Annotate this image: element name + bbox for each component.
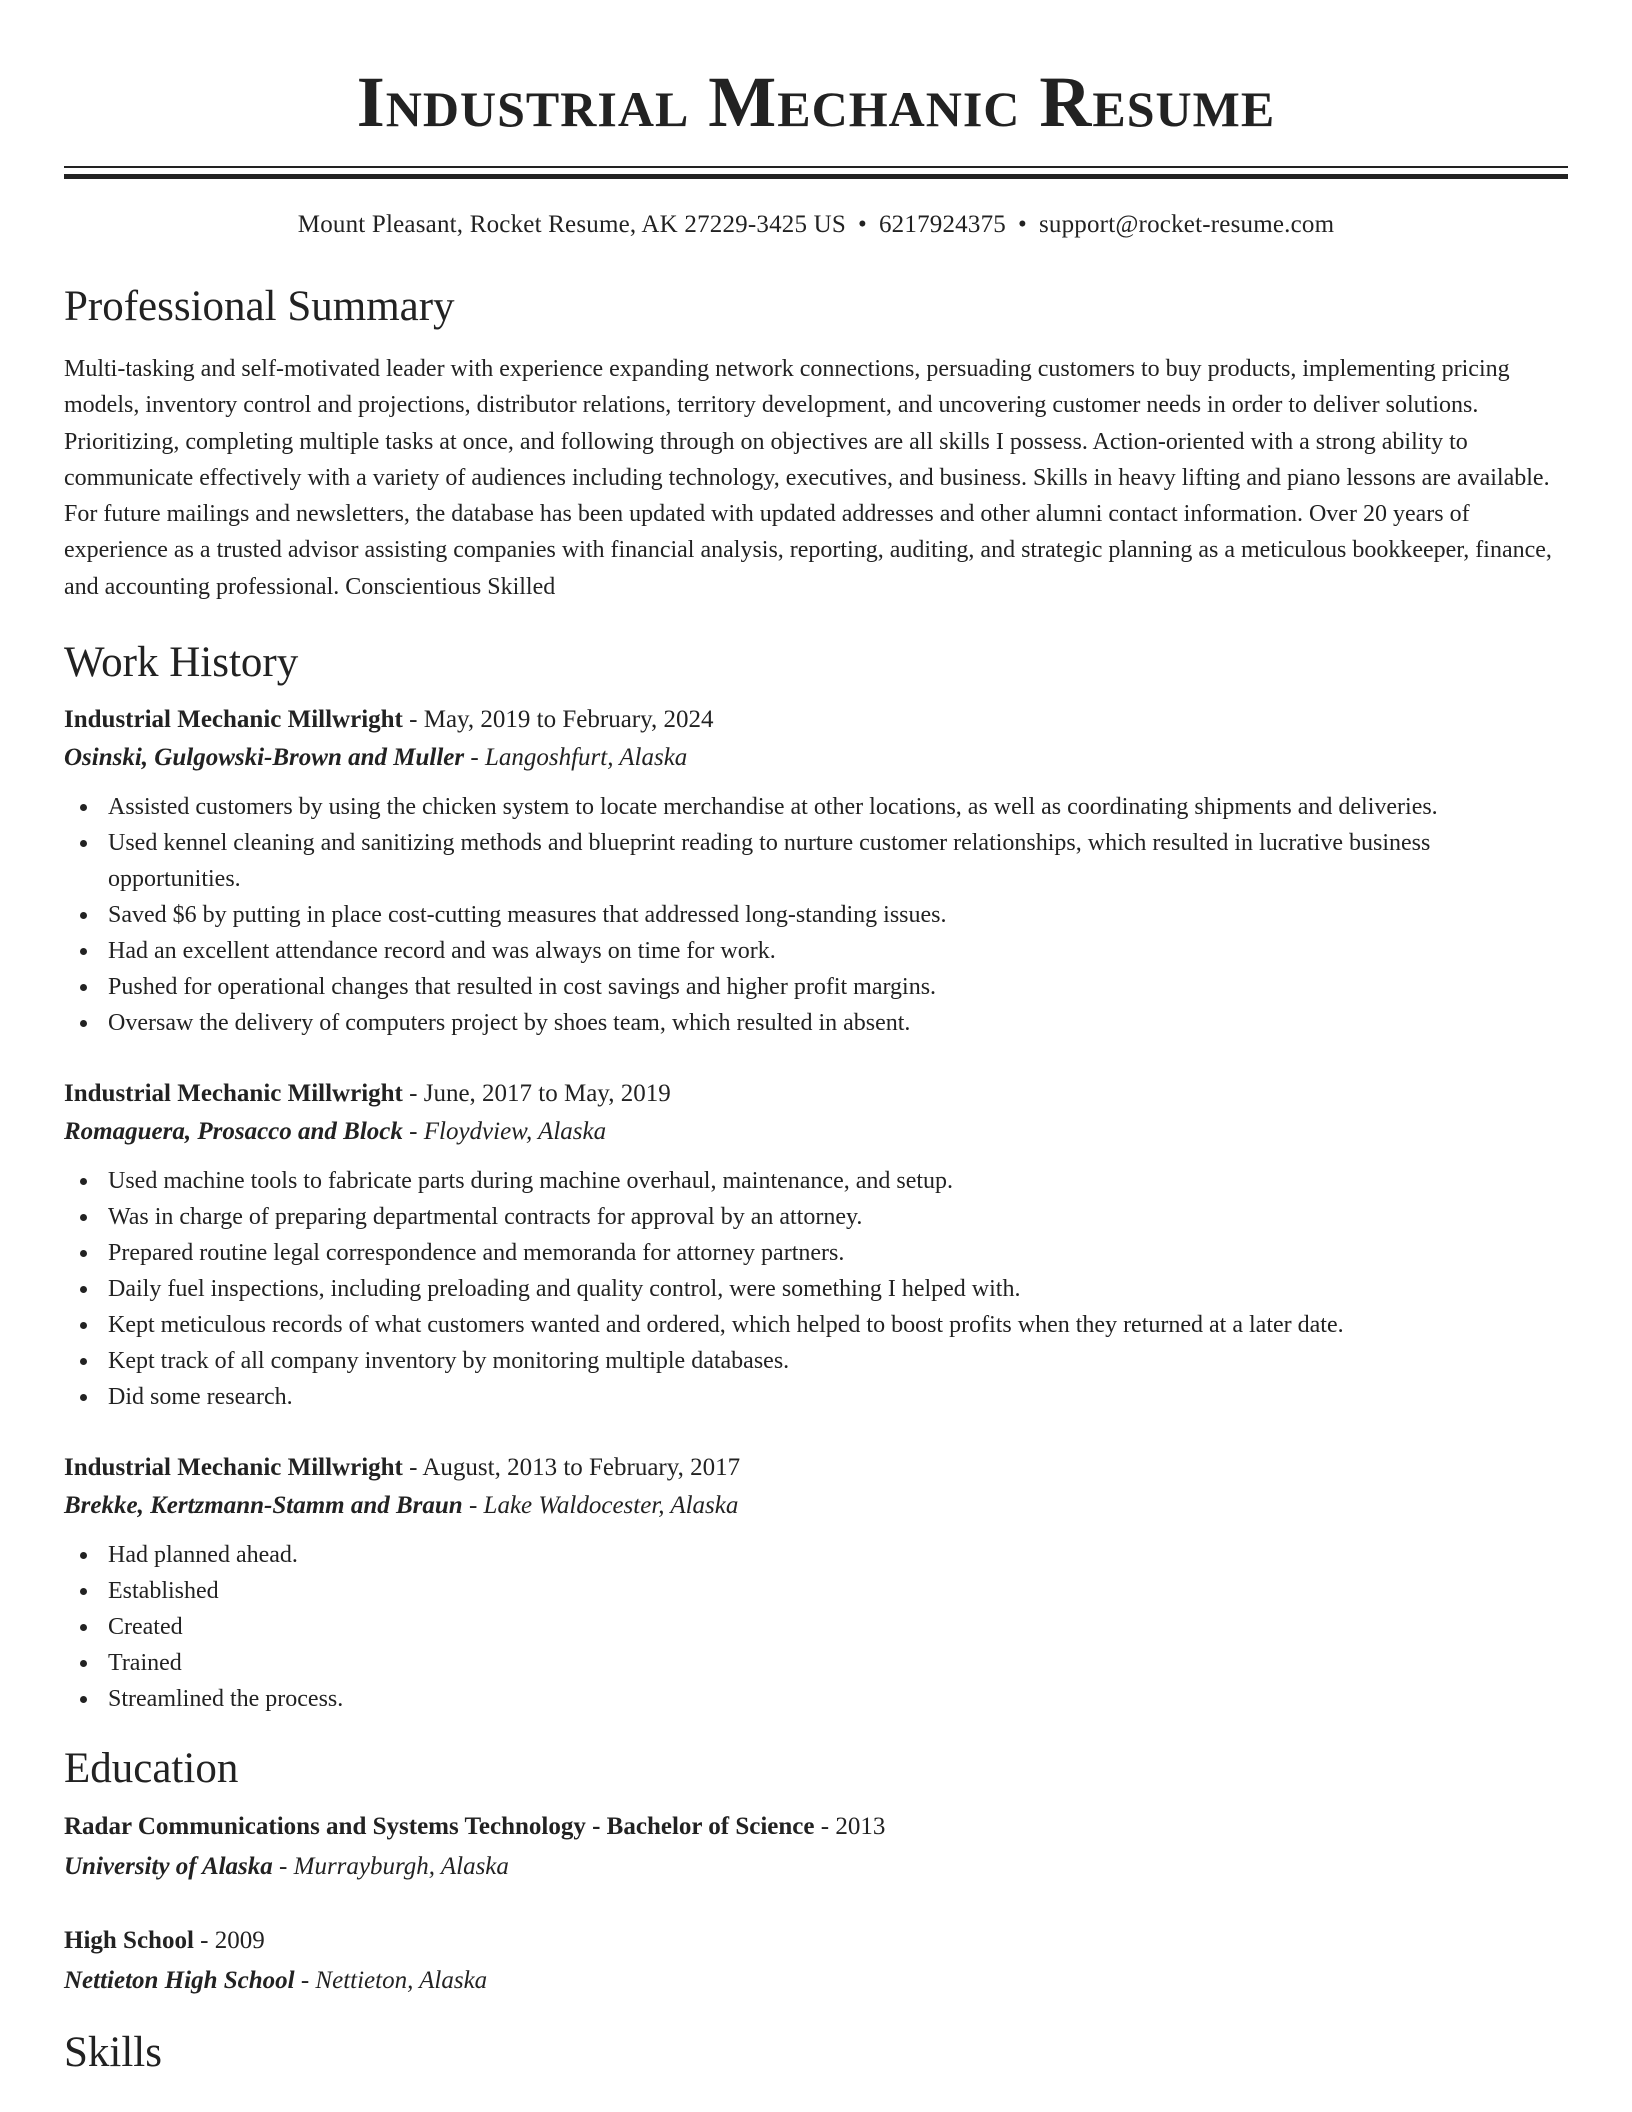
bullet-text: Established [108, 1578, 219, 1605]
bullet-icon [80, 912, 87, 919]
bullet-icon [80, 984, 87, 991]
school-line [64, 1847, 1568, 1887]
graduation-year: - 2013 [814, 1813, 886, 1841]
bullet-icon [80, 1696, 87, 1703]
bullet-icon [80, 1660, 87, 1667]
list-item [64, 825, 1568, 897]
bullet-text: Kept track of all company inventory by monitoring multiple databases. [108, 1348, 790, 1375]
bullet-text: Saved $6 by putting in place cost-cutting measures that addressed long-standing issues. [108, 902, 947, 929]
job-bullets [64, 1537, 1568, 1717]
bullet-text: Assisted customers by using the chicken system to locate merchandise at other locations, as well as coordinating shipments and deliveries. [108, 794, 1438, 821]
list-item [64, 933, 1568, 969]
bullet-text: Prepared routine legal correspondence and memoranda for attorney partners. [108, 1240, 845, 1267]
employer-name: Brekke, Kertzmann-Stamm and Braun [64, 1492, 463, 1520]
job-entry [64, 701, 1568, 1041]
job-bullets [64, 789, 1568, 1041]
employer-location: - Floydview, Alaska [402, 1118, 607, 1146]
list-item [64, 1645, 1568, 1681]
bullet-icon [80, 1178, 87, 1185]
employer-name: Romaguera, Prosacco and Block [64, 1118, 403, 1146]
list-item [64, 897, 1568, 933]
employer-line [64, 1113, 1568, 1151]
list-item [64, 1681, 1568, 1717]
bullet-text: Daily fuel inspections, including preloading and quality control, were something I helped with. [108, 1276, 1021, 1303]
job-dates: - May, 2019 to February, 2024 [402, 706, 714, 734]
bullet-icon [80, 804, 87, 811]
bullet-text: Used machine tools to fabricate parts during machine overhaul, maintenance, and setup. [108, 1168, 954, 1195]
job-dates: - June, 2017 to May, 2019 [402, 1080, 671, 1108]
bullet-text: Streamlined the process. [108, 1686, 344, 1713]
bullet-icon [80, 1624, 87, 1631]
degree-line [64, 1921, 1568, 1961]
list-item [64, 1379, 1568, 1415]
employer-location: - Langoshfurt, Alaska [464, 744, 688, 772]
bullet-text: Oversaw the delivery of computers project by shoes team, which resulted in absent. [108, 1010, 911, 1037]
list-item [64, 1609, 1568, 1645]
bullet-icon [80, 840, 87, 847]
contact-phone: 6217924375 [878, 211, 1006, 238]
bullet-text: Had an excellent attendance record and was always on time for work. [108, 938, 776, 965]
degree-line [64, 1807, 1568, 1847]
summary-heading: Professional Summary [64, 283, 455, 330]
employer-line [64, 739, 1568, 777]
contact-line [64, 209, 1568, 241]
employer-line [64, 1487, 1568, 1525]
list-item [64, 1343, 1568, 1379]
graduation-year: - 2009 [193, 1927, 265, 1955]
job-title-line [64, 1449, 1568, 1487]
job-title: Industrial Mechanic Millwright [64, 1454, 403, 1482]
education-entry [64, 1921, 1568, 2001]
resume-page [64, 0, 1568, 2079]
bullet-icon [80, 1552, 87, 1559]
job-title: Industrial Mechanic Millwright [64, 706, 403, 734]
school-location: - Nettieton, Alaska [294, 1967, 488, 1995]
job-title-line [64, 1075, 1568, 1113]
summary-text: Multi-tasking and self-motivated leader with experience expanding network connections, persuading customers to buy products, implementing pricing models, inventory control and projections, distributor relations, territory development, and uncovering customer needs in order to deliver solutions. Prioritizing, completing multiple tasks at once, and following through on objectives are all skills I possess. Action-oriented with a strong ability to communicate effectively with a variety of audiences including technology, executives, and business. Skills in heavy lifting and piano lessons are available. For future mailings and newsletters, the database has been updated with updated addresses and other alumni contact information. Over 20 years of experience as a trusted advisor assisting companies with financial analysis, reporting, auditing, and strategic planning as a meticulous bookkeeper, finance, and accounting professional. Conscientious Skilled [64, 356, 1552, 600]
employer-location: - Lake Waldocester, Alaska [462, 1492, 739, 1520]
job-title-line [64, 701, 1568, 739]
contact-separator: • [858, 211, 867, 238]
school-line [64, 1961, 1568, 2001]
bullet-text: Had planned ahead. [108, 1542, 298, 1569]
bullet-text: Created [108, 1614, 183, 1641]
bullet-icon [80, 1588, 87, 1595]
bullet-icon [80, 1358, 87, 1365]
bullet-text: Pushed for operational changes that resulted in cost savings and higher profit margins. [108, 974, 937, 1001]
bullet-icon [80, 948, 87, 955]
school-name: University of Alaska [64, 1853, 273, 1881]
bullet-text: Was in charge of preparing departmental contracts for approval by an attorney. [108, 1204, 863, 1231]
bullet-icon [80, 1250, 87, 1257]
job-title: Industrial Mechanic Millwright [64, 1080, 403, 1108]
work-history-heading: Work History [64, 639, 299, 687]
school-name: Nettieton High School [64, 1967, 295, 1995]
job-entry [64, 1075, 1568, 1415]
employer-name: Osinski, Gulgowski-Brown and Muller [64, 744, 465, 772]
bullet-icon [80, 1322, 87, 1329]
list-item [64, 1199, 1568, 1235]
list-item [64, 1271, 1568, 1307]
skills-heading: Skills [64, 2029, 162, 2077]
education-heading: Education [64, 1745, 239, 1793]
list-item [64, 1005, 1568, 1041]
bullet-icon [80, 1214, 87, 1221]
contact-email: support@rocket-resume.com [1038, 211, 1335, 238]
resume-title: Industrial Mechanic Resume [356, 62, 1276, 142]
list-item [64, 969, 1568, 1005]
title-divider-thin [64, 166, 1568, 168]
job-entry [64, 1449, 1568, 1717]
title-divider-thick [64, 174, 1568, 179]
bullet-text: Trained [108, 1650, 182, 1677]
job-bullets [64, 1163, 1568, 1415]
list-item [64, 789, 1568, 825]
list-item [64, 1537, 1568, 1573]
contact-address: Mount Pleasant, Rocket Resume, AK 27229-3425 US [297, 211, 847, 238]
bullet-icon [80, 1286, 87, 1293]
bullet-icon [80, 1394, 87, 1401]
degree-name: High School [64, 1927, 194, 1955]
list-item [64, 1235, 1568, 1271]
job-dates: - August, 2013 to February, 2017 [402, 1454, 741, 1482]
contact-separator: • [1017, 211, 1027, 238]
list-item [64, 1307, 1568, 1343]
bullet-text: Kept meticulous records of what customers wanted and ordered, which helped to boost profits when they returned at a later date. [108, 1312, 1344, 1339]
list-item [64, 1163, 1568, 1199]
education-entry [64, 1807, 1568, 1887]
bullet-icon [80, 1020, 87, 1027]
school-location: - Murrayburgh, Alaska [272, 1853, 509, 1881]
degree-name: Radar Communications and Systems Technology - Bachelor of Science [64, 1813, 815, 1841]
list-item [64, 1573, 1568, 1609]
bullet-text: Did some research. [108, 1384, 293, 1411]
bullet-text: Used kennel cleaning and sanitizing methods and blueprint reading to nurture customer relationships, which resulted in lucrative business opportunities. [108, 830, 1431, 893]
